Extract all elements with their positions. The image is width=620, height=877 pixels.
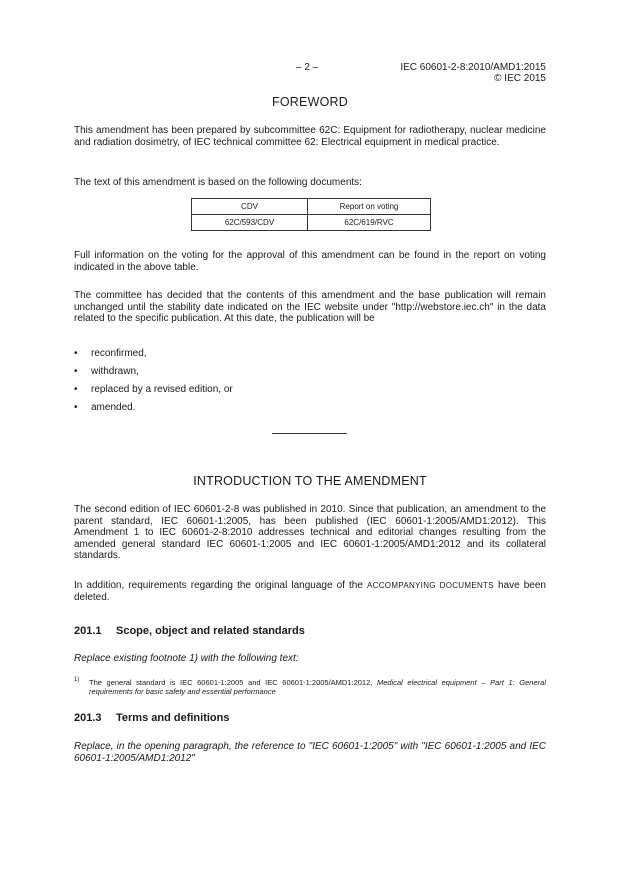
copyright: © IEC 2015 [494,73,546,84]
table-cell-cdv: 62C/593/CDV [192,215,308,231]
separator-rule [272,433,347,434]
section-heading-201-3 [74,712,229,724]
foreword-title: FOREWORD [272,95,348,109]
foreword-paragraph-3: Full information on the voting for the approval of this amendment can be found in the report on voting indicated in the above table. [74,250,546,273]
introduction-title: INTRODUCTION TO THE AMENDMENT [193,474,427,488]
footnote: 1) The general standard is IEC 60601-1:2005 and IEC 60601-1:2005/AMD1:2012, Medical electrical equipment – Part 1: General requirements for basic safety and essential performance [74,677,546,696]
bullet-item: • reconfirmed, [74,348,147,359]
footnote-mark: 1) [74,677,80,683]
introduction-paragraph-1: The second edition of IEC 60601-2-8 was published in 2010. Since that publication, an amendment to the parent standard, IEC 60601-1:2005, has been published (IEC 60601-1:2005/AMD1:2012). This Amendment 1 to IEC 60601-2-8:2010 addresses technical and editorial changes resulting from the amended general standard IEC 60601-1:2005 and IEC 60601-1:2005/AMD1:2012 and its collateral standards. [74,504,546,562]
section-heading-201-1 [74,625,305,637]
foreword-paragraph-4: The committee has decided that the contents of this amendment and the base publication will remain unchanged until the stability date indicated on the IEC website under "http://webstore.iec.ch" in the data related to the specific publication. At this date, the publication will be [74,290,546,325]
table-header-report: Report on voting [308,199,431,215]
bullet-dot: • [74,402,78,413]
table-cell-rvc: 62C/619/RVC [308,215,431,231]
section-title: Terms and definitions [116,712,230,724]
section-201-1-instruction: Replace existing footnote 1) with the following text: [74,653,299,664]
section-number: 201.3 [74,712,102,724]
document-id: IEC 60601-2-8:2010/AMD1:2015 [400,62,546,73]
section-number: 201.1 [74,625,102,637]
introduction-paragraph-2: In addition, requirements regarding the original language of the ACCOMPANYING DOCUMENTS have been deleted. [74,580,546,603]
section-title: Scope, object and related standards [116,625,305,637]
bullet-dot: • [74,348,78,359]
table-header-cdv: CDV [192,199,308,215]
accompanying-documents-term: ACCOMPANYING DOCUMENTS [367,581,494,590]
bullet-item: • withdrawn, [74,366,139,377]
section-201-3-instruction: Replace, in the opening paragraph, the reference to "IEC 60601-1:2005" with "IEC 60601-1:2005 and IEC 60601-1:2005/AMD1:2012" [74,741,546,764]
bullet-dot: • [74,366,78,377]
foreword-paragraph-1: This amendment has been prepared by subcommittee 62C: Equipment for radiotherapy, nuclear medicine and radiation dosimetry, of IEC technical committee 62: Electrical equipment in medical practice. [74,125,546,148]
bullet-dot: • [74,384,78,395]
bullet-item: • amended. [74,402,136,413]
bullet-item: • replaced by a revised edition, or [74,384,233,395]
foreword-paragraph-2: The text of this amendment is based on the following documents: [74,177,362,188]
voting-documents-table [191,198,431,231]
page-number: – 2 – [296,62,319,73]
